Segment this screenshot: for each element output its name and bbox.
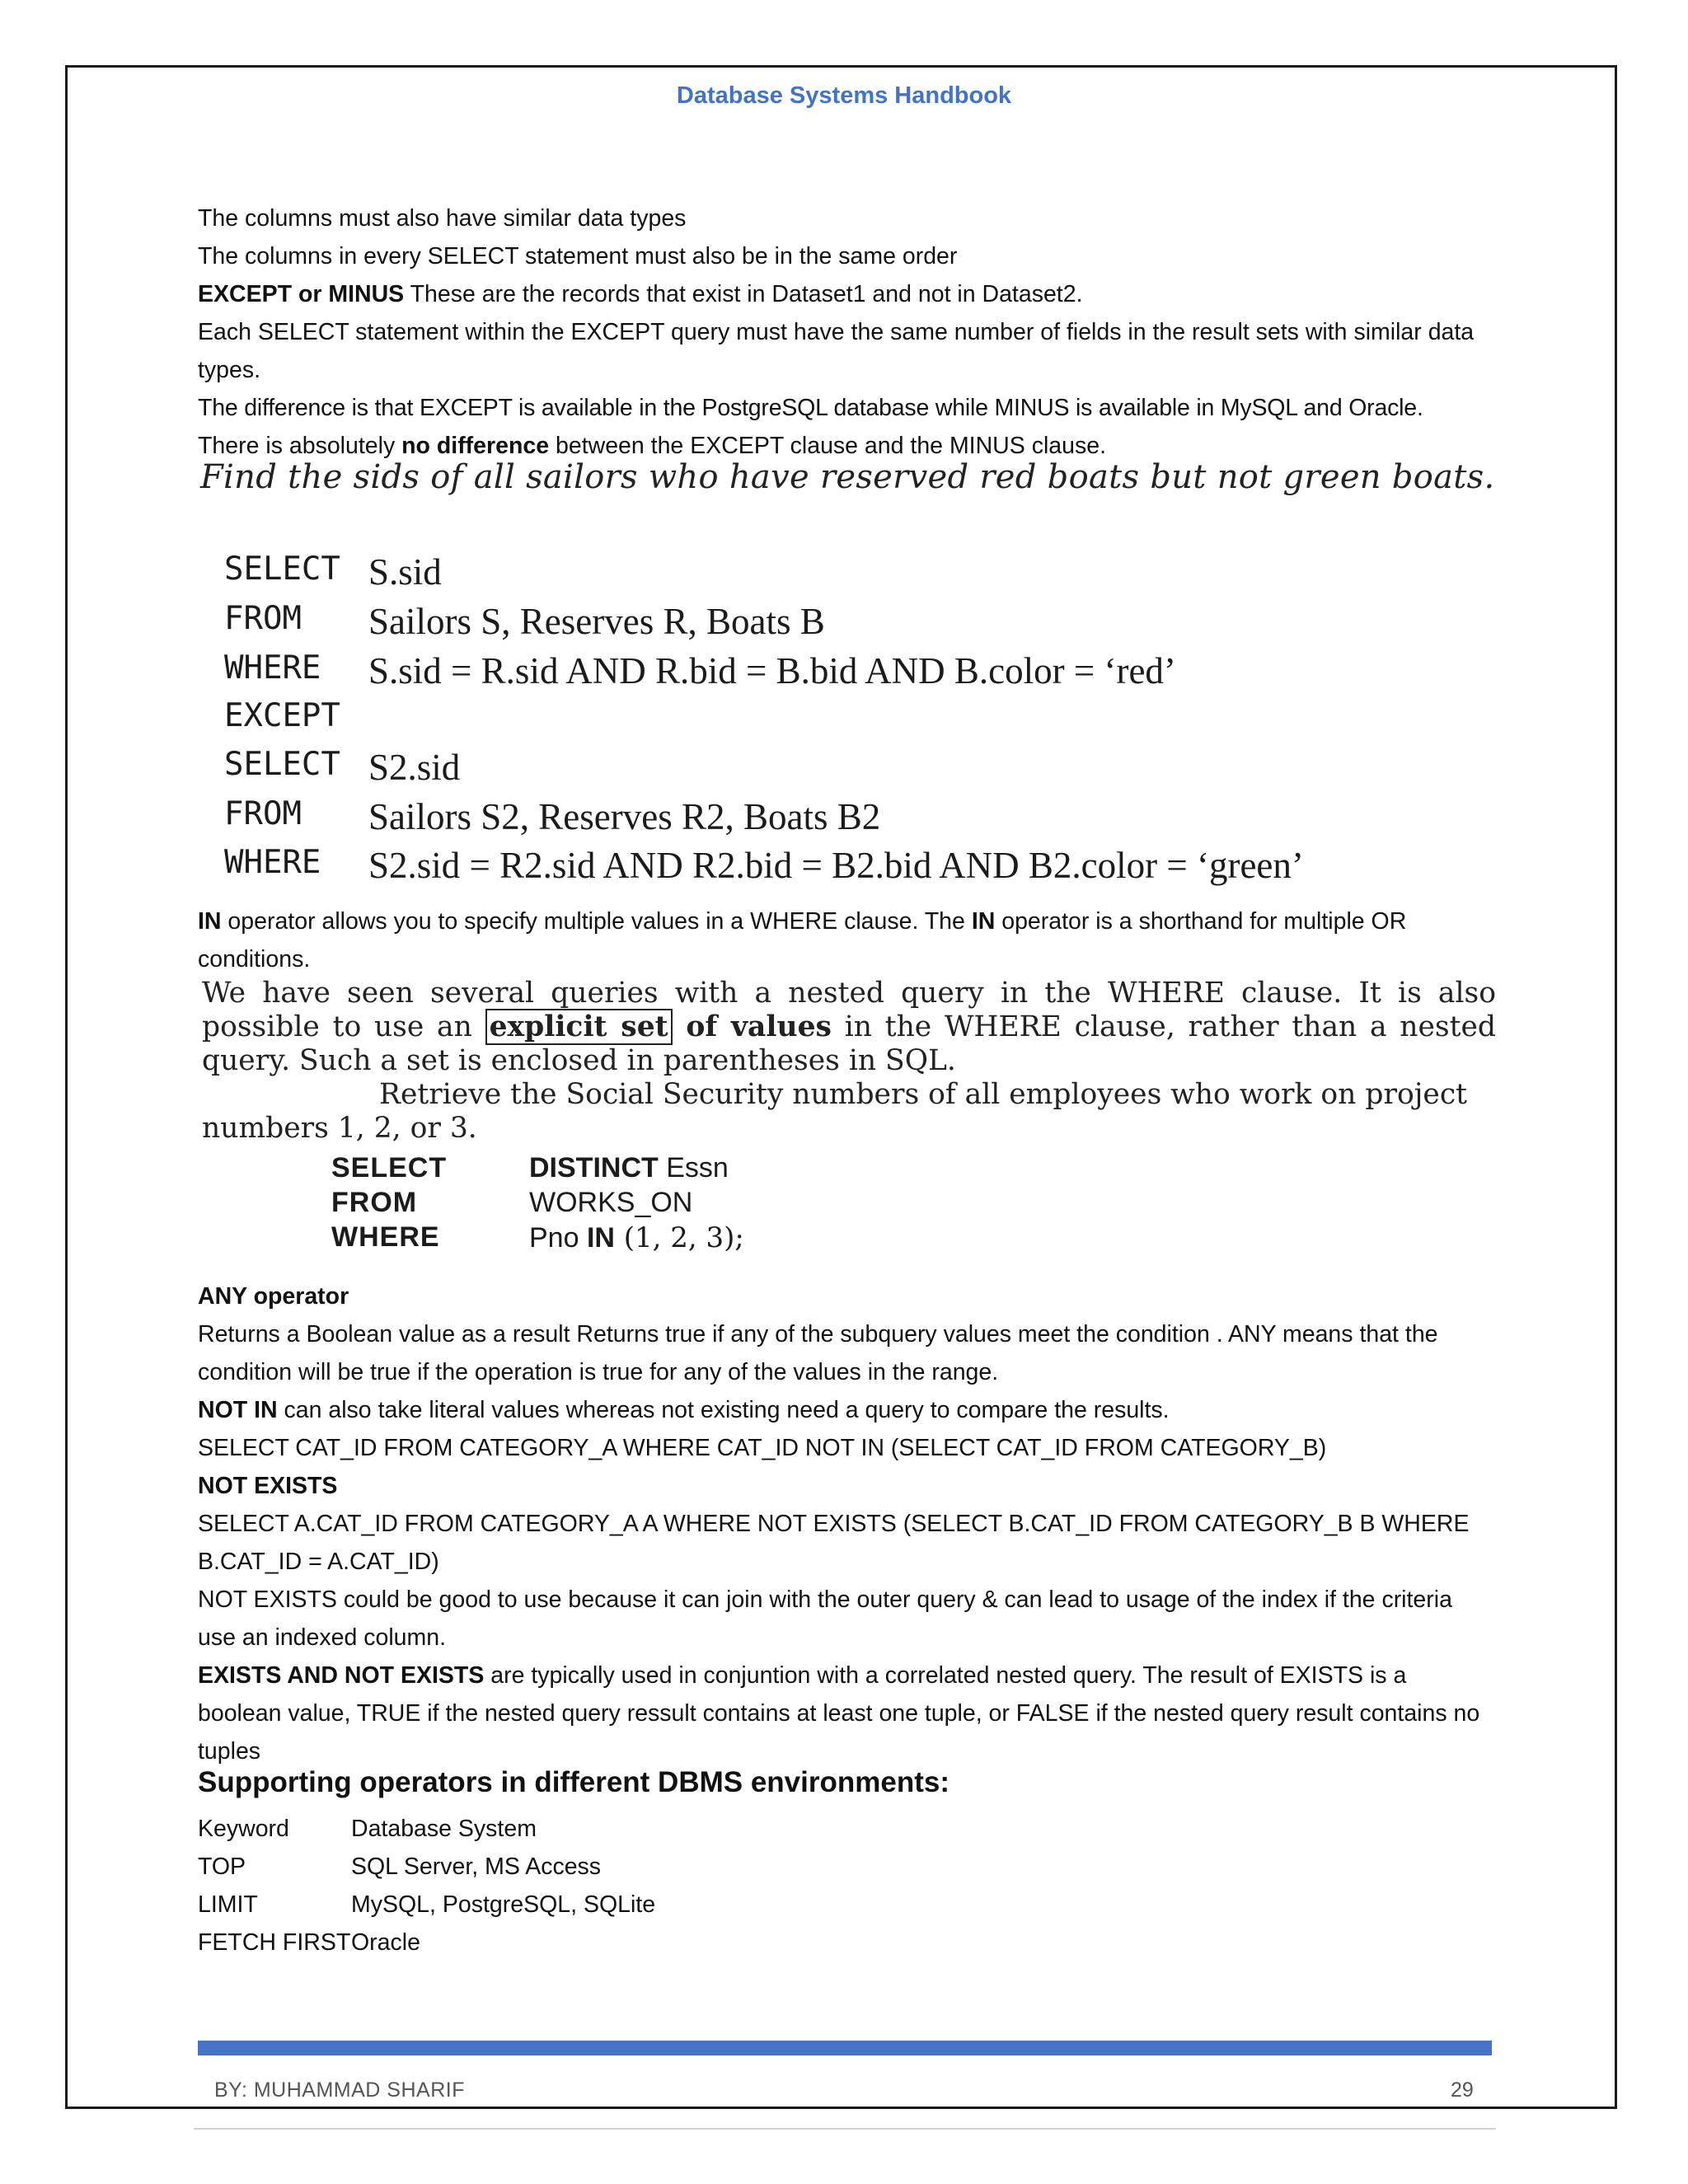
any-operator-title: ANY operator: [198, 1283, 349, 1310]
example2-sql: SELECT DISTINCT Essn FROM WORKS_ON WHERE Pno IN (1, 2, 3);: [331, 1152, 744, 1254]
not-exists-note: NOT EXISTS could be good to use because it can join with the outer query & can lead to usage of the index if the criteria use an indexed column.: [198, 1586, 1452, 1651]
intro-line-4: Each SELECT statement within the EXCEPT query must have the same number of fields in the result sets with similar data types.: [198, 319, 1475, 383]
intro-block: [198, 199, 1492, 465]
not-exists-title: NOT EXISTS: [198, 1473, 338, 1499]
footer-author: BY: MUHAMMAD SHARIF: [214, 2079, 465, 2102]
bottom-divider: [194, 2128, 1496, 2130]
retrieve-question: Retrieve the Social Security numbers of all employees who work on project numbers 1, 2, or 3.: [202, 1078, 1468, 1145]
intro-line-6: There is absolutely no difference between the EXCEPT clause and the MINUS clause.: [198, 433, 1106, 459]
not-in-query: SELECT CAT_ID FROM CATEGORY_A WHERE CAT_ID NOT IN (SELECT CAT_ID FROM CATEGORY_B): [198, 1435, 1327, 1461]
not-in-text: NOT IN can also take literal values whereas not existing need a query to compare the results.: [198, 1397, 1170, 1423]
intro-line-3: EXCEPT or MINUS These are the records that exist in Dataset1 and not in Dataset2.: [198, 281, 1083, 307]
table-row: TOP SQL Server, MS Access: [198, 1854, 602, 1880]
table-row: Keyword Database System: [198, 1816, 537, 1842]
any-operator-text: Returns a Boolean value as a result Returns true if any of the subquery values meet the condition . ANY means that the condition will be true if the operation is true for any of the values in the range.: [198, 1321, 1438, 1385]
intro-line-1: The columns must also have similar data types: [198, 205, 687, 232]
intro-line-5: The difference is that EXCEPT is available in the PostgreSQL database while MINUS is available in MySQL and Oracle.: [198, 395, 1423, 421]
example1-sql: SELECT S.sid FROM Sailors S, Reserves R, Boats B WHERE S.sid = R.sid AND R.bid = B.bid AND B.color = ‘red’ EXCEPT SELECT S2.sid FROM Sailors S2, Reserves R2, Boats B2 WHERE S2.sid = R2.sid AND R2.bid = B2.bid AND B2.color = ‘green’: [224, 551, 1304, 886]
no-difference-text: no difference: [401, 433, 550, 459]
footer-bar: [198, 2041, 1492, 2055]
table-row: FETCH FIRST Oracle: [198, 1929, 420, 1956]
table-row: LIMIT MySQL, PostgreSQL, SQLite: [198, 1891, 656, 1918]
not-exists-query: SELECT A.CAT_ID FROM CATEGORY_A A WHERE NOT EXISTS (SELECT B.CAT_ID FROM CATEGORY_B B WHERE B.CAT_ID = A.CAT_ID): [198, 1511, 1470, 1575]
dbms-keyword-table: [198, 1810, 940, 1961]
page-number: 29: [1451, 2079, 1474, 2102]
operators-block: [198, 1277, 1492, 1770]
example1-question: Find the sids of all sailors who have reserved red boats but not green boats.: [200, 458, 1495, 496]
in-operator-text: IN operator allows you to specify multiple values in a WHERE clause. The IN operator is a shorthand for multiple OR conditions.: [198, 908, 1407, 972]
supporting-heading: Supporting operators in different DBMS environments:: [198, 1766, 950, 1798]
explicit-set-paragraph: We have seen several queries with a nested query in the WHERE clause. It is also possible to use an explicit set of values in the WHERE clause, rather than a nested query. Such a set is enclosed in parentheses in SQL.: [202, 977, 1496, 1077]
intro-line-2: The columns in every SELECT statement must also be in the same order: [198, 243, 958, 269]
header-title: Database Systems Handbook: [676, 82, 1012, 109]
exists-text: EXISTS AND NOT EXISTS are typically used in conjuntion with a correlated nested query. The result of EXISTS is a boolean value, TRUE if the nested query ressult contains at least one tuple, or FALSE if the nested query result contains no tuples: [198, 1662, 1480, 1765]
except-minus-label: EXCEPT or MINUS: [198, 281, 405, 307]
explicit-set-box: explicit set: [485, 1009, 673, 1045]
